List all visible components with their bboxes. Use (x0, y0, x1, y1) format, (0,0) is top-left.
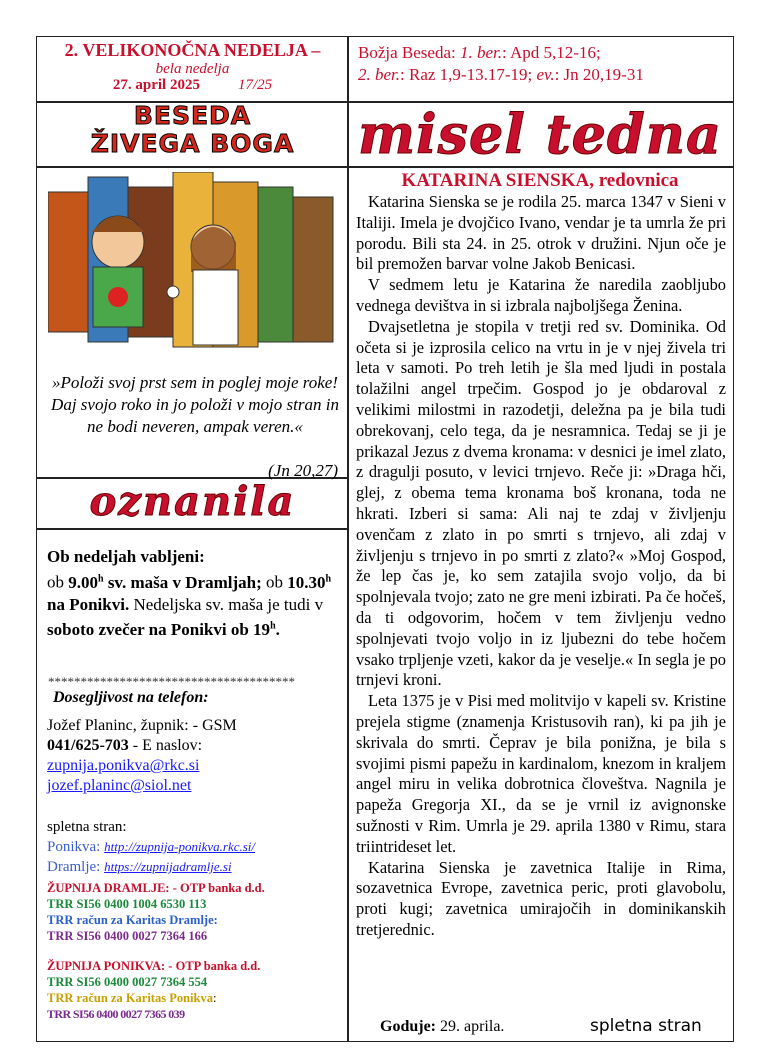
sunday-title: 2. VELIKONOČNA NEDELJA – (64, 40, 321, 60)
oznanila-divider (36, 528, 348, 530)
article-paragraph: Katarina Sienska se je rodila 25. marca 1347 v Sieni v Italiji. Imela je dvojčico Ivano, vendar je ta umrla že pri porodu. Bili sta 24. in 25. otrok v družini. Njun oče je bil premožen barvar volne Jakob Benicasi. (356, 192, 726, 274)
article-paragraph: V sedmem letu je Katarina že naredila zaobljubo vednega devištva in si izbrala najboljšega Ženina. (356, 275, 726, 315)
bank-accounts (47, 880, 342, 1022)
article-body (356, 192, 726, 941)
article-paragraph: Katarina Sienska je zavetnica Italije in Rima, sozavetnica Evrope, zavetnica peric, proti glavobolu, proti kugi; zavetnica umirajočih in dominikanskih tretjerednic. (356, 857, 726, 939)
dramlje-bank-title: ŽUPNIJA DRAMLJE: - OTP banka d.d. (47, 881, 265, 895)
phone-line: 041/625-703 - E naslov: (47, 737, 203, 754)
email-link-parish[interactable]: zupnija.ponikva@rkc.si (47, 757, 200, 774)
misel-tedna-heading: misel tedna (357, 102, 723, 166)
title-divider (36, 166, 734, 168)
article-paragraph: Leta 1375 je v Pisi med molitvijo v kapeli sv. Kristine prejela stigme (znamenja Kristusovih ran), ki pa jih je skrivala do smrti. Čeprav je bila ponižna, je bila s svojimi pismi papežu in kardinalom, knezom in kraljem angel miru in velika dobrotnica človeštva. Nagnila je papeža Gregorja XI., da se je vrnil iz avignonske sužnosti v Rim. Umrla je 29. aprila 1380 v Rimu, stara triintrideset let. (356, 691, 726, 856)
footer-website-text: spletna stran (590, 1016, 702, 1036)
dramlje-website-link[interactable]: https://zupnijadramlje.si (104, 859, 232, 874)
contact-heading: Dosegljivost na telefon: (53, 689, 209, 706)
readings-line-1: Božja Beseda: 1. ber.: Apd 5,12-16; (358, 43, 601, 62)
beseda-zivega-boga-logo: BESEDA ŽIVEGA BOGA (90, 101, 295, 158)
issue-date: 27. april 2025 (112, 77, 200, 93)
gospel-quote-reference: (Jn 20,27) (268, 461, 338, 480)
issue-date-line (40, 77, 345, 93)
ponikva-website-link[interactable]: http://zupnija-ponikva.rkc.si/ (104, 839, 256, 854)
sunday-subtitle: bela nedelja (155, 61, 230, 77)
website-block: spletna stran: Ponikva: http://zupnija-ponikva.rkc.si/ Dramlje: https://zupnijadramlje.si (47, 818, 342, 877)
readings-line-2: 2. ber.: Raz 1,9-13.17-19; ev.: Jn 20,19-31 (358, 65, 644, 84)
dramlje-trr: TRR SI56 0400 1004 6530 113 (47, 897, 207, 911)
dramlje-karitas-trr: TRR SI56 0400 0027 7364 166 (47, 929, 208, 943)
phone-number: 041/625-703 (47, 737, 129, 754)
ponikva-bank-title: ŽUPNIJA PONIKVA: - OTP banka d.d. (47, 959, 261, 973)
doors-jesus-illustration (48, 172, 338, 367)
email-link-priest[interactable]: jozef.planinc@siol.net (47, 777, 192, 794)
oznanila-heading: oznanila (89, 478, 296, 525)
ponikva-trr: TRR SI56 0400 0027 7364 554 (47, 975, 208, 989)
readings-header (358, 42, 728, 86)
gospel-quote: »Položi svoj prst sem in poglej moje roke! Daj svojo roko in jo položi v mojo stran in ne bodi neveren, ampak veren.« (51, 373, 339, 436)
dramlje-karitas-title: TRR račun za Karitas Dramlje: (47, 913, 218, 927)
announcement-heading: Ob nedeljah vabljeni: (47, 547, 205, 566)
stars-divider: ************************************** (48, 674, 295, 689)
feast-day: Goduje: 29. aprila. (380, 1018, 505, 1035)
ponikva-karitas-line: TRR račun za Karitas Ponikva: (47, 991, 217, 1005)
issue-number: 17/25 (237, 77, 273, 93)
mass-announcement: Ob nedeljah vabljeni: ob 9.00$^h$ sv. maša v Dramljah; ob 10.30$^h$ na Ponikvi. Nedeljska sv. maša je tudi v soboto zvečer na Ponikvi ob 19$^h$. (47, 547, 332, 640)
article-title: KATARINA SIENSKA, redovnica (401, 170, 679, 191)
website-label: spletna stran: (47, 819, 127, 835)
column-divider (347, 36, 349, 1042)
contact-block (47, 688, 342, 796)
issue-header (40, 38, 345, 93)
priest-line: Jožef Planinc, župnik: - GSM (47, 717, 237, 734)
article-paragraph: Dvajsetletna je stopila v tretji red sv. Dominika. Od očeta si je izprosila celico na vrtu in je v njej živela tri leta v samoti. Po treh letih je šla med ljudi in postala tolažilni angel trpečim. Gospod jo je obdaroval z velikimi milostmi in razodetji, deležna pa je bila tudi obrekovanj, celo tega, da je nesramnica. Tedaj se ji je prikazal Jezus z dvema kronama: v desnici je imel zlato, z dragulji posuto, v levici trnjevo. Reče ji: »Draga hči, glej, z obema tema kronama boš kronana, toda ne hkrati. Izberi si sama: Ali naj te zdaj v življenju ovenčam z zlato in po smrti s trnjevo, ali zdaj v življenju s trnjevo in po smrti z zlato?« »Moj Gospod, že lep čas je, ko sem zatajila svojo voljo, da bi spolnjevala tvojo; zato ne gre meni izbirati. Pa če hočeš, da ti odgovorim, hočem v tem življenju vedno spolnjevati tvojo voljo in iz ljubezni do tebe hočem vsako trpljenje vzeti, kakor da je veselje.« In segla je po trnjevi kroni. (356, 316, 726, 690)
ponikva-karitas-trr: TRR SI56 0400 0027 7365 039 (47, 1007, 185, 1021)
